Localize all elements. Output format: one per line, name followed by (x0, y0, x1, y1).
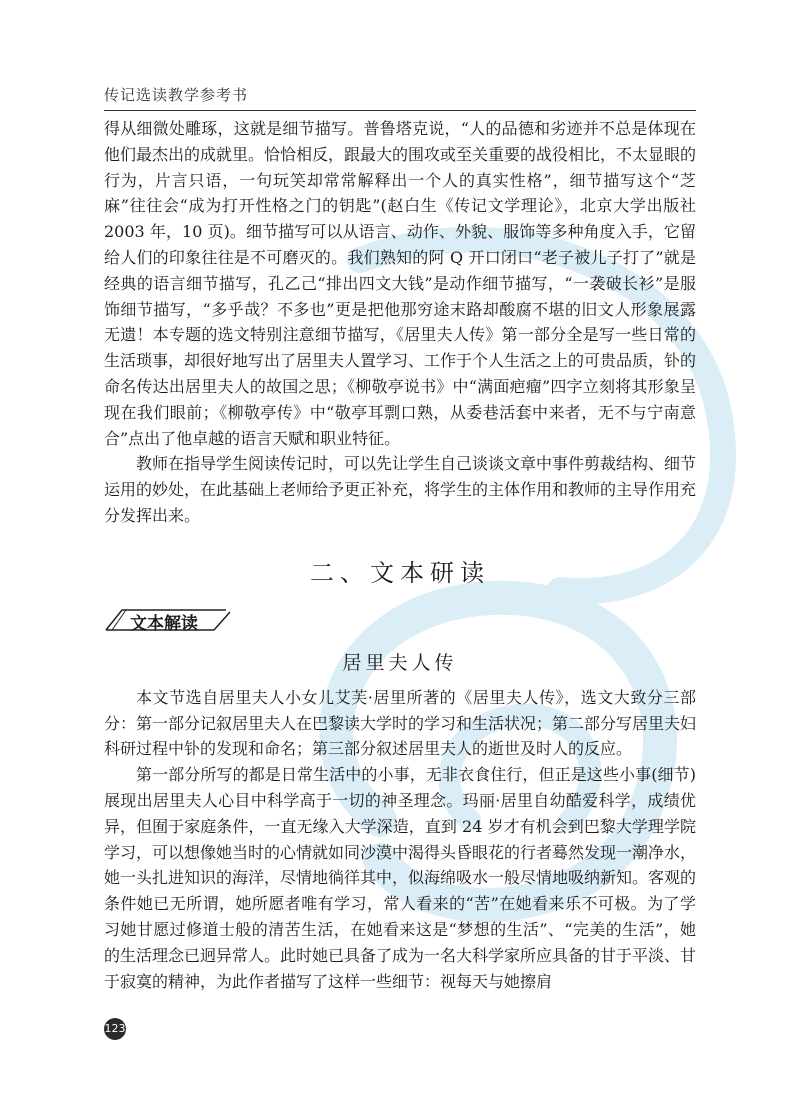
article-title: 居里夫人传 (342, 651, 458, 674)
running-header (104, 84, 696, 105)
body-paragraph: 第一部分所写的都是日常生活中的小事，无非衣食住行，但正是这些小事(细节)展现出居里夫人心目中科学高于一切的神圣理念。玛丽·居里自幼酷爱科学，成绩优异，但囿于家庭条件，一直无缘入大学深造，直到 24 岁才有机会到巴黎大学理学院学习，可以想像她当时的心情就如同沙漠中渴得头昏眼花的行者蓦然发现一潮净水，她一头扎进知识的海洋，尽情地徜徉其中，似海绵吸水一般尽情地吸纳新知。客观的条件她已无所谓，她所愿者唯有学习，常人看来的“苦”在她看来乐不可极。为了学习她甘愿过修道士般的清苦生活，在她看来这是“梦想的生活”、“完美的生活”，她的生活理念已迥异常人。此时她已具备了成为一名大科学家所应具备的甘于平淡、甘于寂寞的精神，为此作者描写了这样一些细节：视每天与她擦肩 (104, 765, 697, 991)
section-heading: 二、文本研读 (310, 558, 490, 587)
running-header-title: 传记选读教学参考书 (104, 86, 249, 104)
body-paragraph: 本文节选自居里夫人小女儿艾芙·居里所著的《居里夫人传》，选文大致分三部分：第一部分记叙居里夫人在巴黎读大学时的学习和生活状况；第二部分写居里夫妇科研过程中钋的发现和命名；第三部分叙述居里夫人的逝世及时人的反应。 (104, 687, 697, 759)
page-number-badge: 123 (104, 1018, 126, 1040)
page-content (104, 116, 696, 994)
header-rule (104, 110, 696, 111)
subsection-tag-label: 文本解读 (130, 613, 198, 634)
subsection-tag (104, 606, 234, 634)
body-paragraph: 得从细微处雕琢，这就是细节描写。普鲁塔克说，“人的品德和劣迹并不总是体现在他们最杰出的成就里。恰恰相反，跟最大的围攻或至关重要的战役相比，不太显眼的行为，片言只语，一句玩笑却常常解释出一个人的真实性格”，细节描写这个“芝麻”往往会“成为打开性格之门的钥匙”(赵白生《传记文学理论》，北京大学出版社 2003 年，10 页)。细节描写可以从语言、动作、外貌、服饰等多种角度入手，它留给人们的印象往往是不可磨灭的。我们熟知的阿 Q 开口闭口“老子被儿子打了”就是经典的语言细节描写，孔乙己“排出四文大钱”是动作细节描写，“一袭破长衫”是服饰细节描写，“多乎哉？不多也”更是把他那穷途末路却酸腐不堪的旧文人形象展露无遗！本专题的选文特别注意细节描写，《居里夫人传》第一部分全是写一些日常的生活琐事，却很好地写出了居里夫人置学习、工作于个人生活之上的可贵品质，钋的命名传达出居里夫人的故国之思；《柳敬亭说书》中“满面疤瘤”四字立刻将其形象呈现在我们眼前；《柳敬亭传》中“敬亭耳剽口熟，从委巷活套中来者，无不与宁南意合”点出了他卓越的语言天赋和职业特征。 (104, 119, 697, 448)
body-paragraph: 教师在指导学生阅读传记时，可以先让学生自己谈谈文章中事件剪裁结构、细节运用的妙处，在此基础上老师给予更正补充，将学生的主体作用和教师的主导作用充分发挥出来。 (104, 454, 697, 525)
